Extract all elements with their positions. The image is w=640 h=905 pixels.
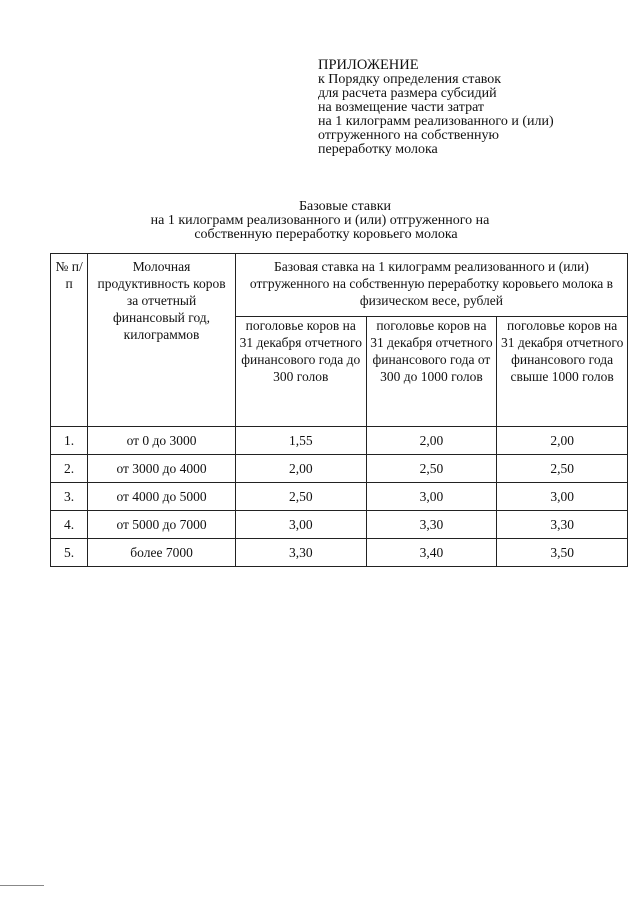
appendix-line: на возмещение части затрат [318,100,485,115]
table-row [51,455,628,483]
title-line: собственную переработку коровьего молока [194,227,458,242]
row-rate: 3,30 [497,511,628,539]
title-line: на 1 килограмм реализованного и (или) отгруженного на [150,213,490,228]
row-rate: 3,00 [235,511,366,539]
row-range: от 0 до 3000 [88,427,236,455]
row-rate: 3,00 [366,483,497,511]
margin-divider [0,885,44,886]
row-num: 4. [51,511,88,539]
row-rate: 3,40 [366,539,497,567]
table-row [51,539,628,567]
row-rate: 2,00 [497,427,628,455]
row-rate: 3,50 [497,539,628,567]
row-rate: 3,30 [235,539,366,567]
row-rate: 2,50 [497,455,628,483]
title-line: Базовые ставки [298,199,392,214]
row-rate: 2,50 [235,483,366,511]
row-rate: 2,00 [235,455,366,483]
header-productivity: Молочная продуктивность коров за отчетный финансовый год, килограммов [88,254,236,427]
table-row [51,483,628,511]
appendix-line: отгруженного на собственную [318,128,499,143]
header-herd-over-1000: поголовье коров на 31 декабря отчетного финансового года свыше 1000 голов [497,317,628,427]
row-range: более 7000 [88,539,236,567]
row-num: 3. [51,483,88,511]
row-rate: 2,00 [366,427,497,455]
header-rate-group: Базовая ставка на 1 килограмм реализованного и (или) отгруженного на собственную переработку коровьего молока в физическом весе, рублей [235,254,627,317]
rates-table [50,253,628,567]
row-rate: 3,30 [366,511,497,539]
header-herd-up-to-300: поголовье коров на 31 декабря отчетного финансового года до 300 голов [235,317,366,427]
row-range: от 3000 до 4000 [88,455,236,483]
row-range: от 4000 до 5000 [88,483,236,511]
header-num: № п/п [51,254,88,427]
table-row [51,427,628,455]
row-range: от 5000 до 7000 [88,511,236,539]
row-num: 2. [51,455,88,483]
row-rate: 1,55 [235,427,366,455]
appendix-line: к Порядку определения ставок [318,72,502,87]
document-title [0,200,640,242]
appendix-line: на 1 килограмм реализованного и (или) [318,114,554,129]
row-num: 1. [51,427,88,455]
appendix-line: переработку молока [318,142,438,157]
header-herd-300-1000: поголовье коров на 31 декабря отчетного финансового года от 300 до 1000 голов [366,317,497,427]
appendix-line: для расчета размера субсидий [318,86,497,101]
appendix-heading: ПРИЛОЖЕНИЕ [318,57,419,73]
appendix-block [318,58,618,157]
row-rate: 2,50 [366,455,497,483]
row-num: 5. [51,539,88,567]
table-row [51,511,628,539]
row-rate: 3,00 [497,483,628,511]
